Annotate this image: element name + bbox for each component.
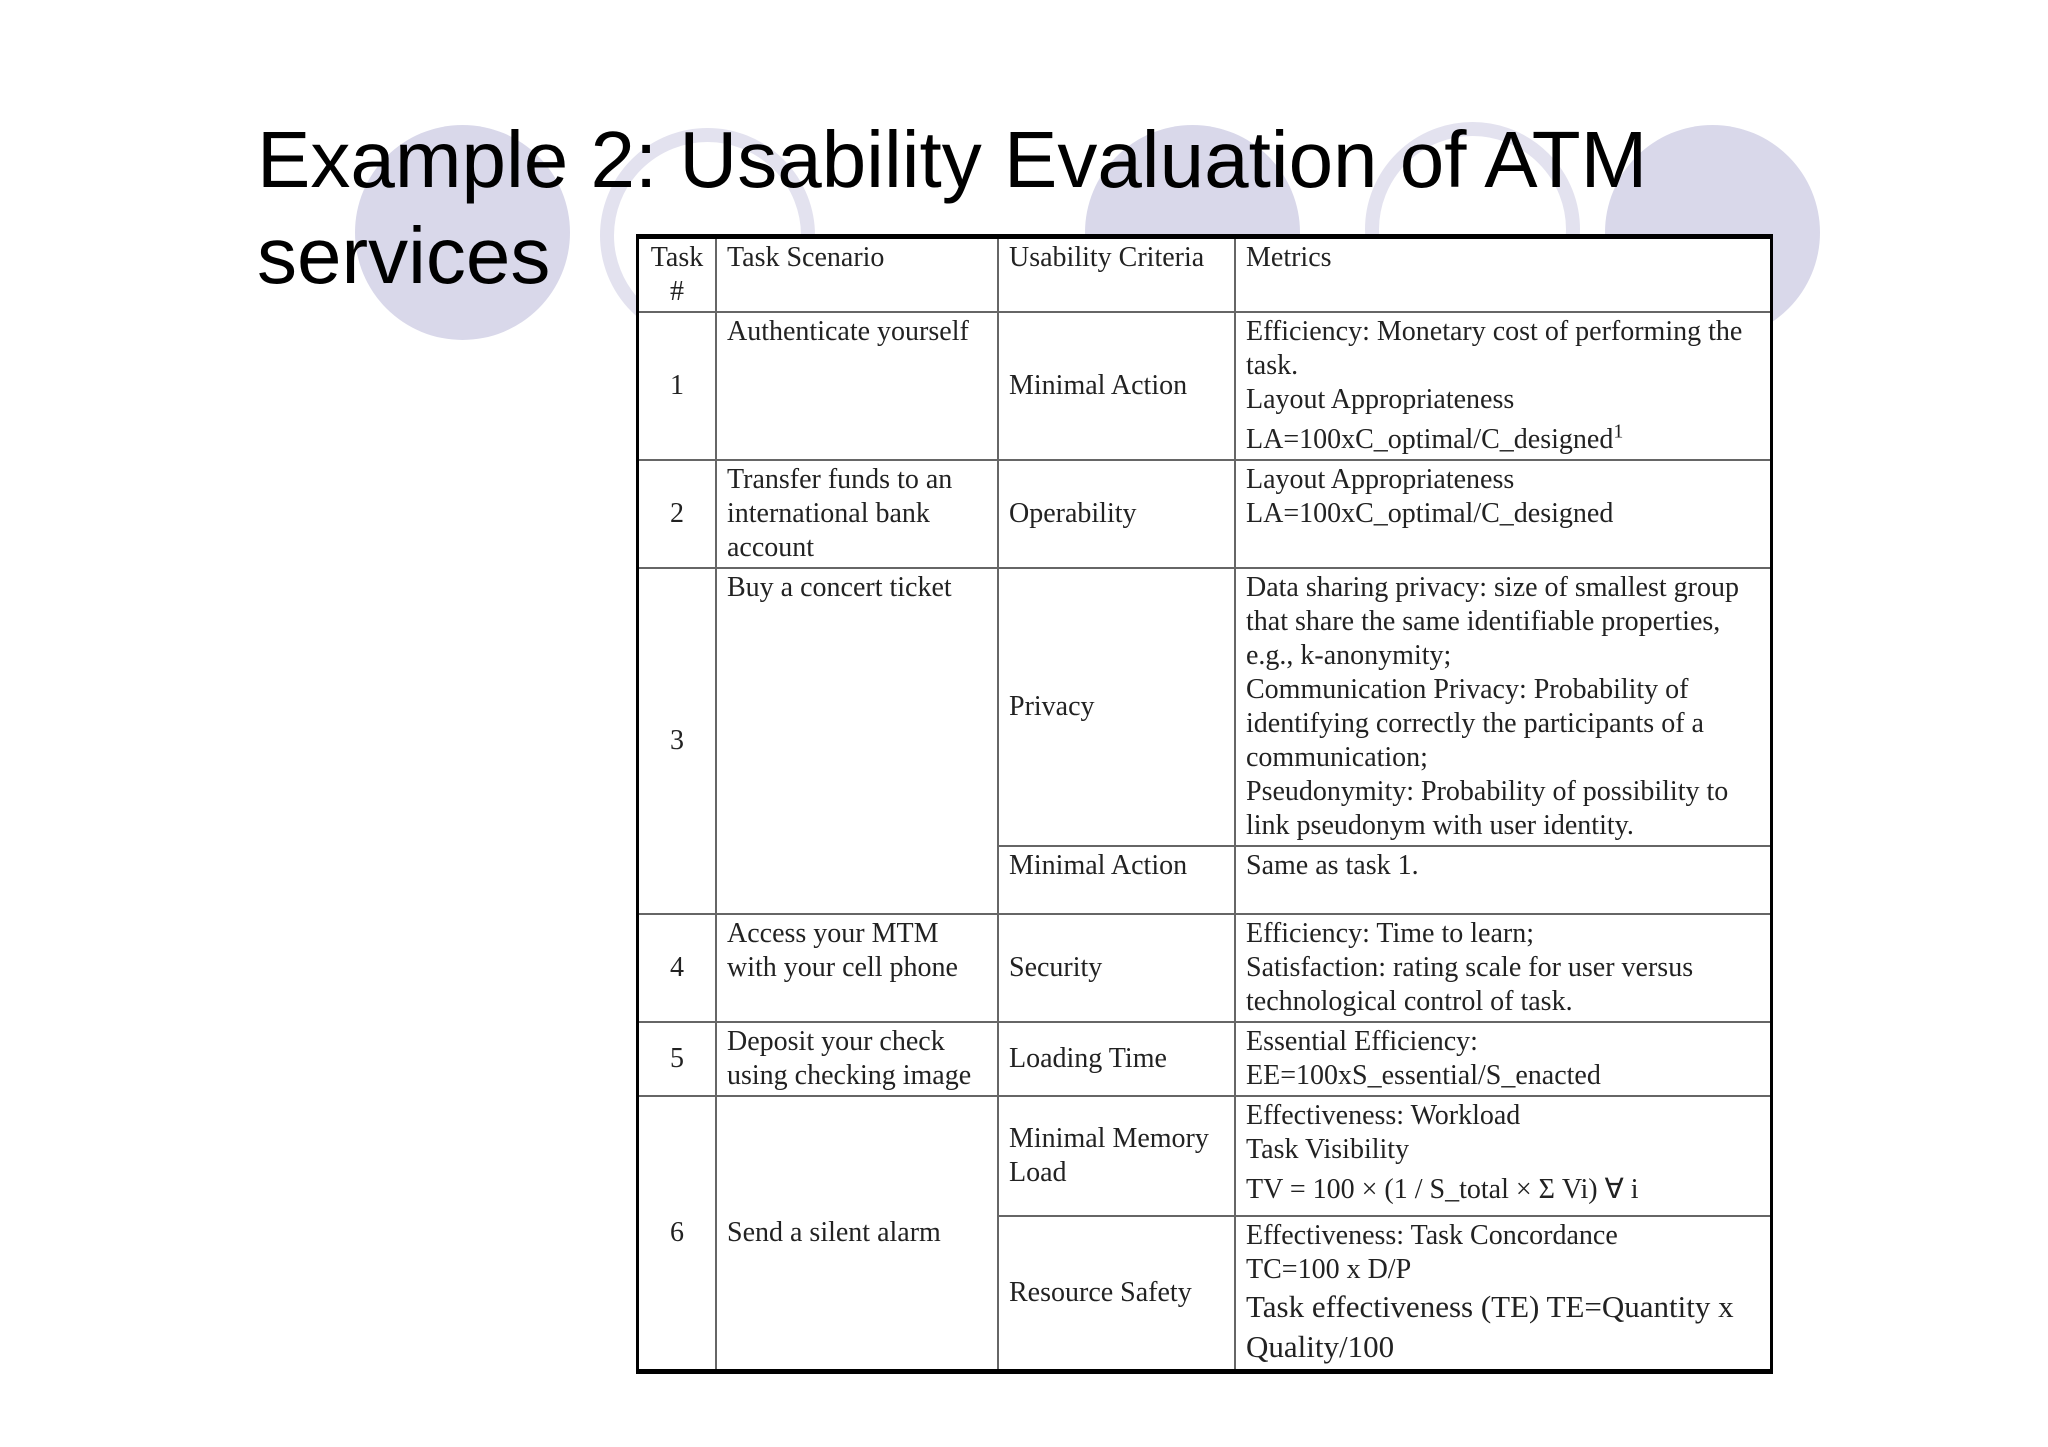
task-scenario: Send a silent alarm <box>716 1096 998 1372</box>
metric-line: Layout Appropriateness <box>1246 464 1515 495</box>
metrics-cell <box>1235 312 1772 460</box>
header-task-scenario: Task Scenario <box>716 237 998 313</box>
footnote-mark: 1 <box>1613 420 1624 443</box>
metrics-cell <box>1235 460 1772 568</box>
table-header-row <box>638 237 1772 313</box>
metrics-cell <box>1235 914 1772 1022</box>
metric-line: Task effectiveness (TE) TE=Quantity x Quality/100 <box>1246 1289 1734 1364</box>
metric-line: Same as task 1. <box>1246 850 1419 881</box>
table-row <box>638 914 1772 1022</box>
metric-line: LA=100xC_optimal/C_designed <box>1246 498 1614 529</box>
metrics-cell <box>1235 846 1772 914</box>
metric-line: EE=100xS_essential/S_enacted <box>1246 1060 1601 1091</box>
table-row <box>638 312 1772 460</box>
task-scenario: Authenticate yourself <box>716 312 998 460</box>
metric-line: Efficiency: Time to learn; <box>1246 918 1534 949</box>
usability-criteria: Resource Safety <box>998 1216 1235 1372</box>
table-row <box>638 568 1772 846</box>
header-usability-criteria: Usability Criteria <box>998 237 1235 313</box>
task-scenario: Transfer funds to an international bank account <box>716 460 998 568</box>
usability-table-container <box>636 234 1773 1374</box>
usability-criteria: Privacy <box>998 568 1235 846</box>
usability-criteria: Security <box>998 914 1235 1022</box>
metric-line: LA=100xC_optimal/C_designed <box>1246 424 1614 455</box>
metrics-cell <box>1235 1096 1772 1216</box>
metric-line: Satisfaction: rating scale for user versus technological control of task. <box>1246 952 1694 1017</box>
header-task-number: Task # <box>638 237 717 313</box>
usability-evaluation-table <box>636 234 1773 1374</box>
metric-line: Pseudonymity: Probability of possibility to link pseudonym with user identity. <box>1246 776 1729 841</box>
usability-criteria: Operability <box>998 460 1235 568</box>
metrics-cell <box>1235 1022 1772 1096</box>
metric-line: Essential Efficiency: <box>1246 1026 1478 1057</box>
usability-criteria: Loading Time <box>998 1022 1235 1096</box>
table-row <box>638 460 1772 568</box>
metric-formula: TV = 100 × (1 / S_total × Σ Vi) ∀ i <box>1246 1174 1639 1205</box>
table-row <box>638 1096 1772 1216</box>
task-number: 2 <box>638 460 717 568</box>
usability-criteria: Minimal Memory Load <box>998 1096 1235 1216</box>
usability-criteria: Minimal Action <box>998 312 1235 460</box>
header-metrics: Metrics <box>1235 237 1772 313</box>
task-scenario: Buy a concert ticket <box>716 568 998 914</box>
task-number: 5 <box>638 1022 717 1096</box>
metric-line: Data sharing privacy: size of smallest group that share the same identifiable properties, e.g., k-anonymity; <box>1246 572 1739 671</box>
table-row <box>638 1022 1772 1096</box>
metric-line: Efficiency: Monetary cost of performing the task. <box>1246 316 1743 381</box>
metric-line: Effectiveness: Workload <box>1246 1100 1521 1131</box>
task-number: 6 <box>638 1096 717 1372</box>
metric-line: Task Visibility <box>1246 1134 1410 1165</box>
task-scenario: Access your MTM with your cell phone <box>716 914 998 1022</box>
metrics-cell <box>1235 568 1772 846</box>
usability-criteria: Minimal Action <box>998 846 1235 914</box>
metric-line: TC=100 x D/P <box>1246 1254 1412 1285</box>
metrics-cell <box>1235 1216 1772 1372</box>
task-scenario: Deposit your check using checking image <box>716 1022 998 1096</box>
metric-line: Effectiveness: Task Concordance <box>1246 1220 1618 1251</box>
metric-formula <box>1246 420 1760 457</box>
task-number: 1 <box>638 312 717 460</box>
slide-title-line: Example 2: Usability Evaluation of ATM <box>257 115 1648 204</box>
metric-line: Communication Privacy: Probability of identifying correctly the participants of a communication; <box>1246 674 1704 773</box>
task-number: 4 <box>638 914 717 1022</box>
metric-line: Layout Appropriateness <box>1246 384 1515 415</box>
task-number: 3 <box>638 568 717 914</box>
slide-title-line: services <box>257 211 551 300</box>
